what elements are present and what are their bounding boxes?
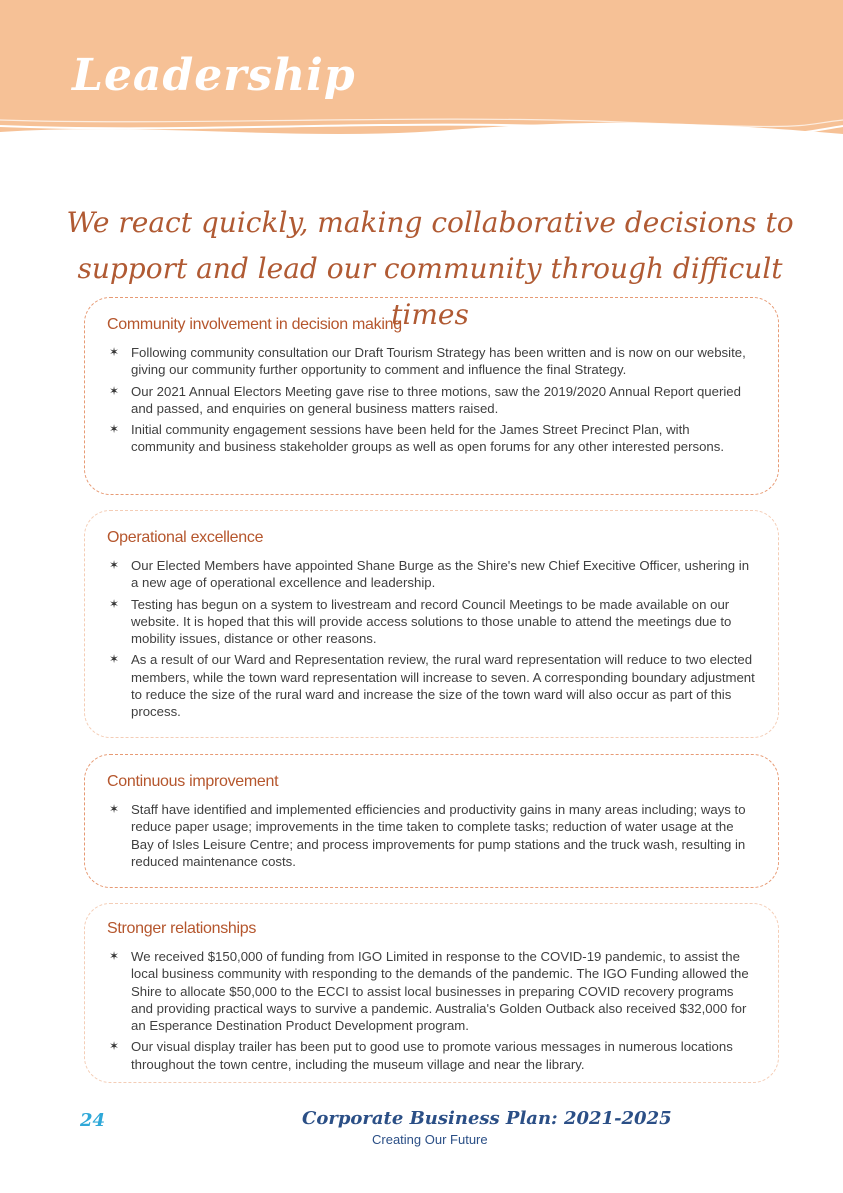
- list-item-text: Staff have identified and implemented efficiencies and productivity gains in many areas including; ways to reduce paper usage; improvements in the time taken to complete tasks; reduction of water usage at the Bay of Isles Leisure Centre; and process improvements for pump stations and the truck wash, resulting in reduced maintenance costs.: [131, 802, 746, 869]
- page-number: 24: [80, 1110, 106, 1131]
- bullet-list: [107, 557, 756, 721]
- list-item: [107, 557, 756, 592]
- star-bullet-icon: ✶: [109, 949, 120, 963]
- star-bullet-icon: ✶: [109, 652, 120, 667]
- list-item-text: Testing has begun on a system to livestream and record Council Meetings to be made available on our website. It is hoped that this will provide access solutions to those unable to attend the meetings due to mobility issues, distance or other reasons.: [131, 596, 732, 647]
- list-item: [107, 1038, 756, 1073]
- star-bullet-icon: ✶: [109, 558, 120, 572]
- star-bullet-icon: ✶: [109, 802, 120, 816]
- list-item-text: Following community consultation our Draft Tourism Strategy has been written and is now on our website, giving our community further opportunity to comment and influence the final Strategy.: [131, 345, 746, 378]
- section-continuous-improvement: [84, 754, 779, 888]
- list-item: [107, 948, 756, 1034]
- star-bullet-icon: ✶: [109, 345, 120, 359]
- section-community-involvement: [84, 297, 779, 495]
- page-title: Leadership: [72, 50, 356, 101]
- list-item: [107, 651, 756, 720]
- section-heading: Stronger relationships: [107, 920, 257, 937]
- list-item: [107, 596, 756, 648]
- footer-title: Corporate Business Plan: 2021-2025: [302, 1108, 672, 1129]
- list-item-text: We received $150,000 of funding from IGO Limited in response to the COVID-19 pandemic, to assist the local business community with responding to the demands of the pandemic. The IGO Funding allowed the Shire to allocate $50,000 to the ECCI to assist local businesses in preparing COVID recovery programs and providing practical ways to survive a pandemic. Australia's Golden Outback also received $32,000 for an Esperance Destination Product Development program.: [131, 949, 749, 1034]
- section-heading: Operational excellence: [107, 529, 264, 546]
- star-bullet-icon: ✶: [109, 596, 120, 611]
- list-item-text: Our visual display trailer has been put to good use to promote various messages in numerous locations throughout the town centre, including the museum village and near the library.: [131, 1039, 733, 1072]
- list-item: [107, 383, 756, 418]
- section-heading: Community involvement in decision making: [107, 316, 402, 333]
- star-bullet-icon: ✶: [109, 1039, 120, 1054]
- list-item-text: Initial community engagement sessions have been held for the James Street Precinct Plan, with community and business stakeholder groups as well as open forums for any other interested persons.: [131, 422, 725, 455]
- star-bullet-icon: ✶: [109, 422, 120, 437]
- footer-subtitle: Creating Our Future: [372, 1132, 488, 1147]
- list-item-text: Our Elected Members have appointed Shane Burge as the Shire's new Chief Execitive Officer, ushering in a new age of operational excellence and leadership.: [131, 558, 750, 591]
- list-item-text: As a result of our Ward and Representation review, the rural ward representation will reduce to two elected members, while the town ward representation will increase to seven. A corresponding boundary adjustment to reduce the size of the rural ward and increase the size of the town ward will also occur as part of this process.: [131, 652, 755, 720]
- header-wave-decoration: [0, 112, 843, 172]
- tagline: We react quickly, making collaborative decisions to support and lead our community through difficult times: [66, 206, 794, 331]
- list-item: [107, 801, 756, 870]
- star-bullet-icon: ✶: [109, 383, 120, 398]
- bullet-list: [107, 801, 756, 870]
- list-item: [107, 421, 756, 456]
- section-heading: Continuous improvement: [107, 773, 279, 790]
- list-item-text: Our 2021 Annual Electors Meeting gave rise to three motions, saw the 2019/2020 Annual Report queried and passed, and enquiries on general business matters raised.: [131, 383, 741, 416]
- section-stronger-relationships: [84, 903, 779, 1083]
- bullet-list: [107, 948, 756, 1073]
- bullet-list: [107, 344, 756, 456]
- section-operational-excellence: [84, 510, 779, 738]
- list-item: [107, 344, 756, 379]
